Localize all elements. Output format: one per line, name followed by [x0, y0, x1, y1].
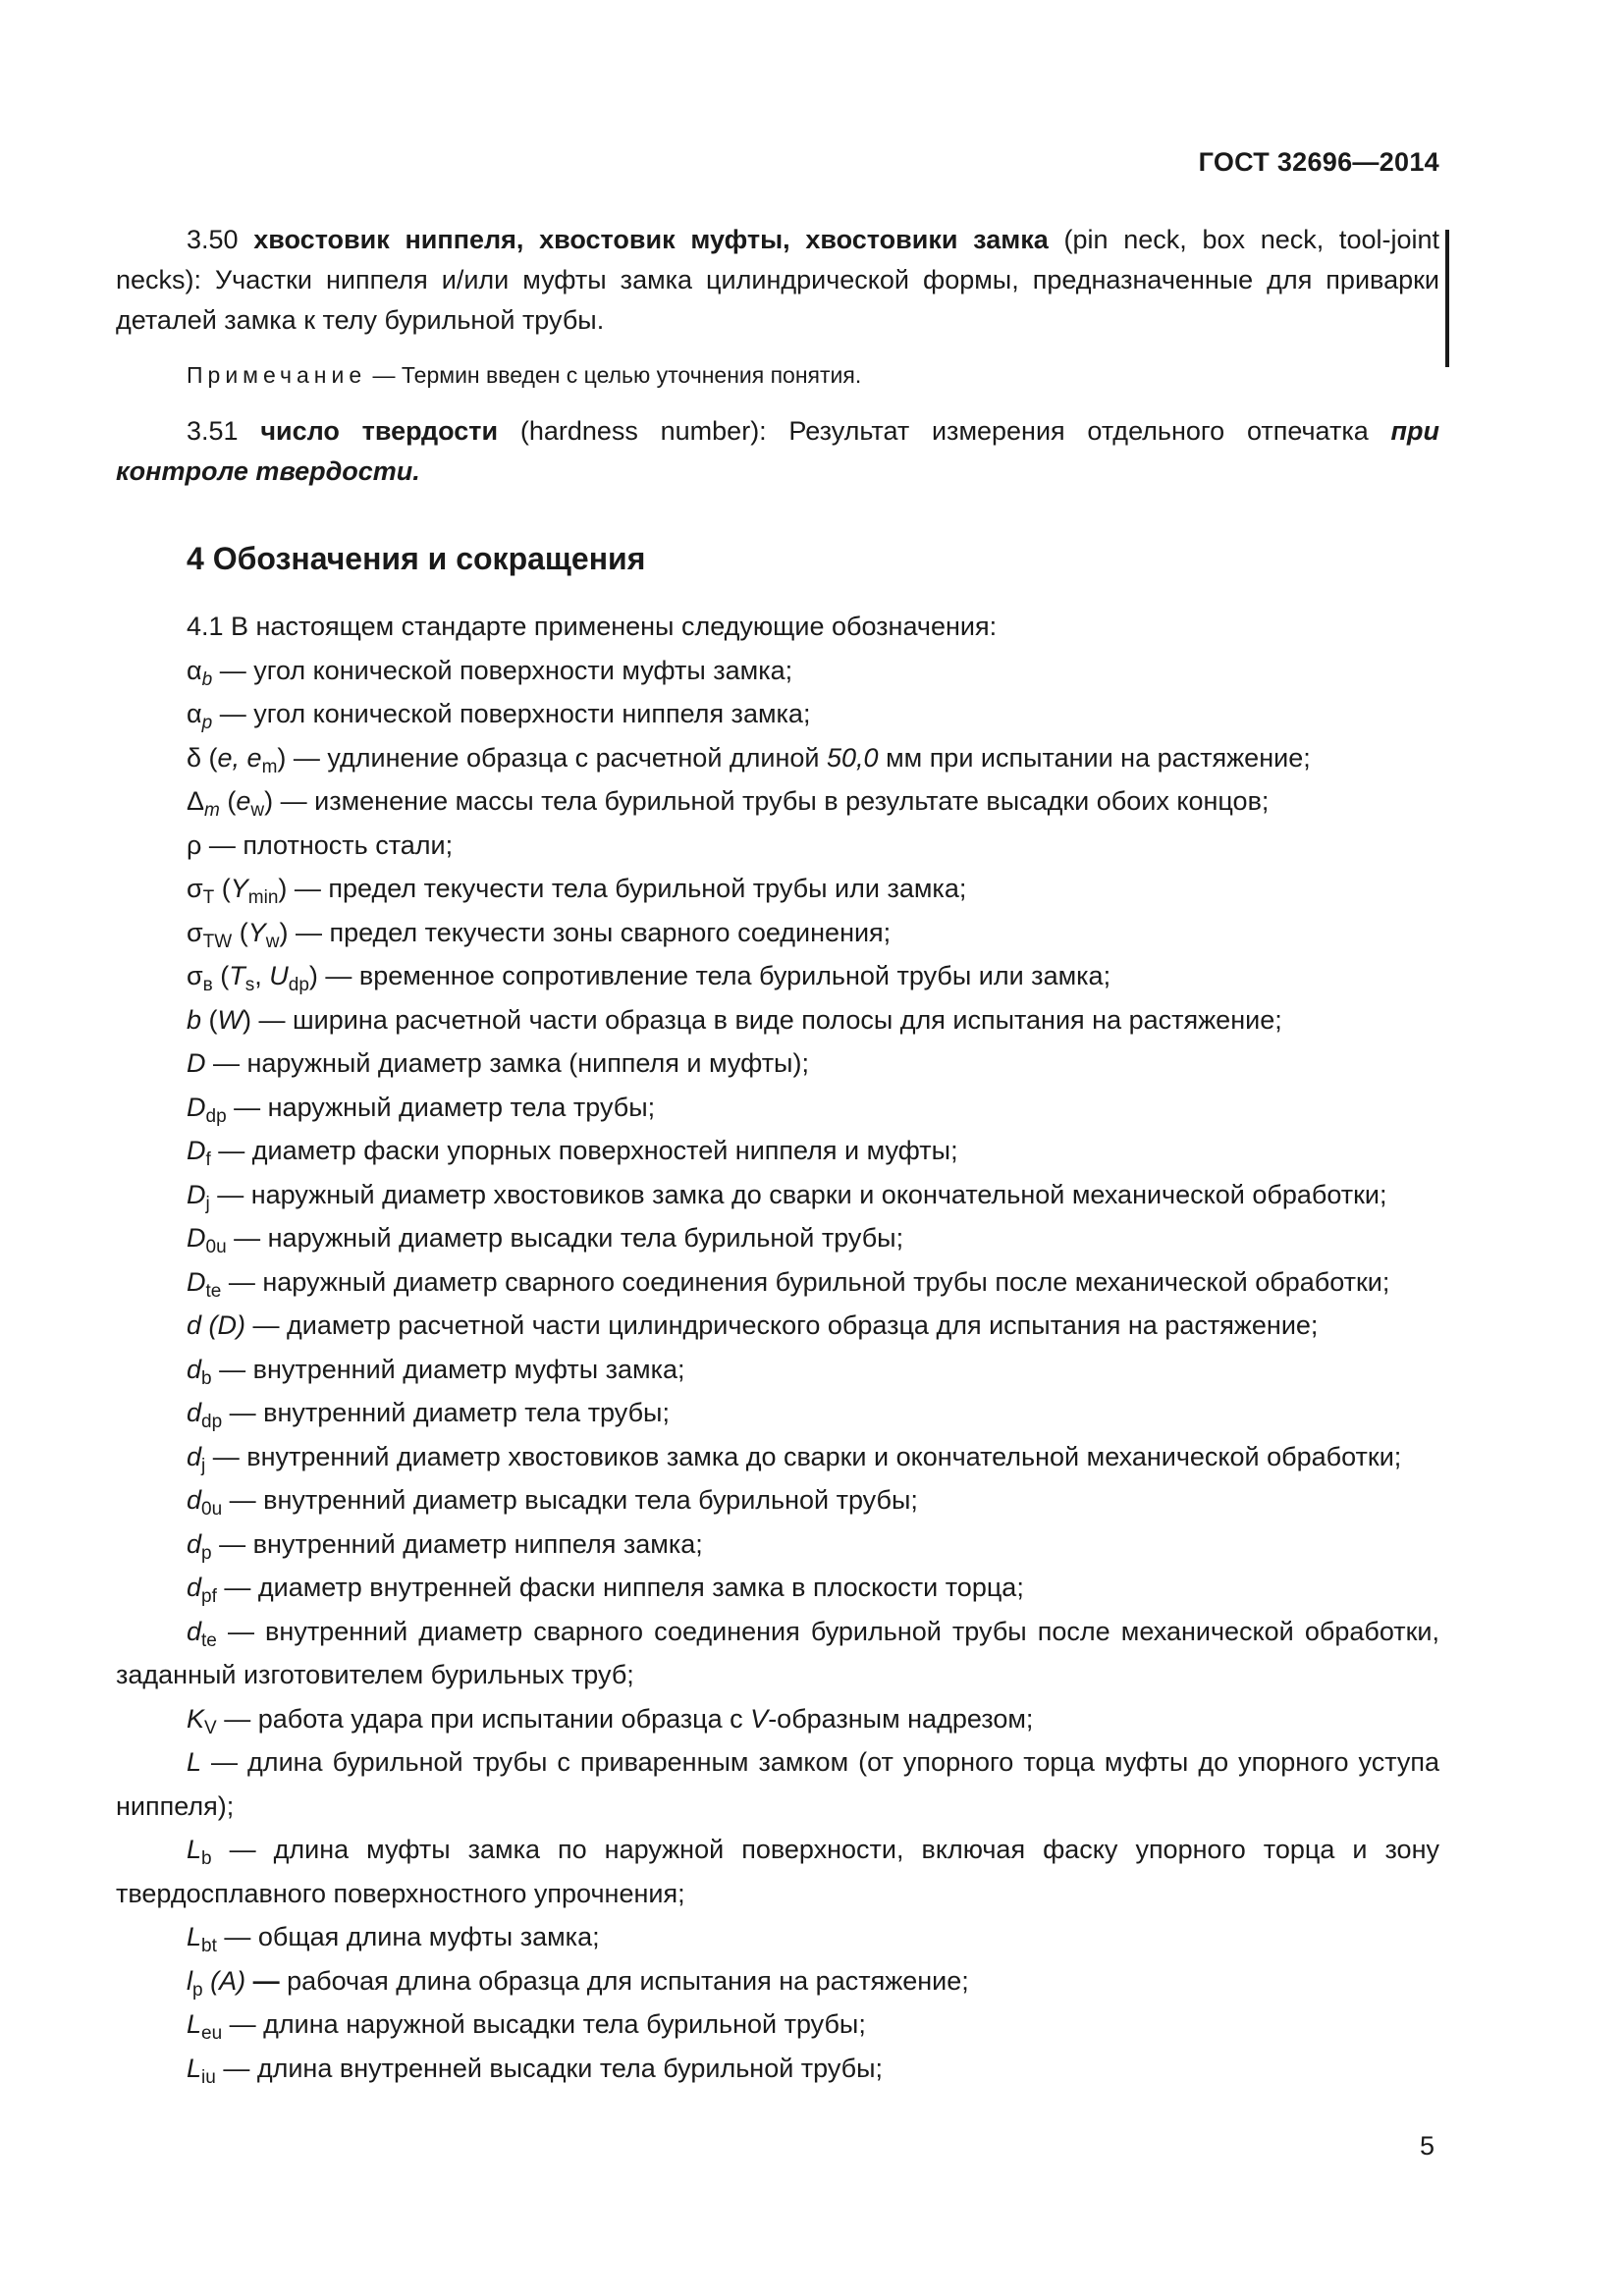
list-intro: 4.1 В настоящем стандарте применены следующие обозначения: — [187, 612, 998, 641]
document-id: ГОСТ 32696—2014 — [1198, 147, 1439, 177]
clause-3-51 — [116, 411, 1439, 492]
clause-text: (hardness number): Результат измерения отдельного отпечатка — [498, 416, 1391, 446]
clause-emphasis: при контроле твердости. — [116, 416, 1439, 486]
note-label: Примечание — [187, 362, 367, 388]
note — [116, 360, 1439, 390]
clause-number: 3.51 — [187, 416, 239, 446]
symbol-l-p: $l_p$ (A) — рабочая длина образца для испытания на растяжение; — [187, 1965, 969, 2001]
symbol-L-eu: $L_{eu}$ — длина наружной высадки тела бурильной трубы; — [187, 2009, 866, 2044]
symbol-d-b: $d_b$ — внутренний диаметр муфты замка; — [187, 1354, 685, 1389]
clause-number: 3.50 — [187, 225, 239, 254]
symbol-delta-m: $\Delta_m$ $(e_w)$ — изменение массы тела бурильной трубы в результате высадки обоих концов; — [187, 786, 1270, 821]
note-text: — Термин введен с целью уточнения понятия. — [366, 362, 862, 388]
symbol-alpha-b: $\alpha_b$ — угол конической поверхности муфты замка; — [187, 655, 793, 690]
change-bar — [1445, 230, 1449, 367]
symbol-b: b (W) — ширина расчетной части образца в виде полосы для испытания на растяжение; — [187, 1004, 1282, 1035]
symbol-D: D — наружный диаметр замка (ниппеля и муфты); — [187, 1048, 809, 1078]
symbol-d-p: $d_p$ — внутренний диаметр ниппеля замка; — [187, 1528, 703, 1564]
symbol-sigma-tw: $\sigma_{TW}$ $(Y_w)$ — предел текучести зоны сварного соединения; — [187, 917, 892, 952]
symbol-L: L — длина бурильной трубы с приваренным замком (от упорного торца муфты до упорного уступа ниппеля); — [116, 1747, 1439, 1821]
symbol-D-dp: $D_{dp}$ — наружный диаметр тела трубы; — [187, 1092, 656, 1127]
symbol-sigma-v: $\sigma_в$ ($T_s$, $U_{dp}$) — временное сопротивление тела бурильной трубы или замка; — [187, 961, 1111, 995]
symbol-rho: ρ — плотность стали; — [187, 829, 454, 860]
page-number: 5 — [1420, 2131, 1435, 2161]
symbol-delta: δ (e, $e_m$) — удлинение образца с расчетной длиной 50,0 мм при испытании на растяжение; — [187, 742, 1311, 777]
symbol-d: d (D) — диаметр расчетной части цилиндрического образца для испытания на растяжение; — [187, 1310, 1319, 1340]
symbol-d-pf: $d_{pf}$ — диаметр внутренней фаски ниппеля замка в плоскости торца; — [187, 1573, 1024, 1607]
symbol-d-j: $d_j$ — внутренний диаметр хвостовиков замка до сварки и окончательной механической обработки; — [187, 1441, 1402, 1476]
clause-3-50 — [116, 220, 1439, 341]
symbol-alpha-p: $\alpha_p$ — угол конической поверхности ниппеля замка; — [187, 699, 811, 733]
term-bold: число твердости — [260, 416, 499, 446]
section-heading: 4 Обозначения и сокращения — [187, 541, 646, 576]
symbol-d-te: $d_{te}$ — внутренний диаметр сварного соединения бурильной трубы после механической обработки, заданный изготовителем бурильных труб; — [116, 1616, 1439, 1689]
term-bold: хвостовик ниппеля, хвостовик муфты, хвостовики замка — [253, 225, 1049, 254]
symbol-L-b: $L_b$ — длина муфты замка по наружной поверхности, включая фаску упорного торца и зону твердосплавного поверхностного упрочнения; — [116, 1835, 1439, 1908]
symbol-D-j: $D_j$ — наружный диаметр хвостовиков замка до сварки и окончательной механической обработки; — [187, 1179, 1387, 1214]
symbol-D-f: $D_f$ — диаметр фаски упорных поверхностей ниппеля и муфты; — [187, 1136, 958, 1170]
symbol-K-V: $K_V$ — работа удара при испытании образца с V-образным надрезом; — [187, 1703, 1034, 1738]
page-body — [116, 220, 1439, 2090]
symbol-d-0u: $d_{0u}$ — внутренний диаметр высадки тела бурильной трубы; — [187, 1485, 918, 1520]
symbol-L-iu: $L_{iu}$ — длина внутренней высадки тела бурильной трубы; — [187, 2053, 884, 2088]
symbol-d-dp: $d_{dp}$ — внутренний диаметр тела трубы; — [187, 1398, 670, 1432]
symbol-L-bt: $L_{bt}$ — общая длина муфты замка; — [187, 1922, 600, 1956]
clause-text: (pin neck, box neck, tool-joint necks): Участки ниппеля и/или муфты замка цилиндрической формы, предназначенные для приварки деталей замка к телу бурильной трубы. — [116, 225, 1439, 335]
symbol-sigma-t: $\sigma_T$ $(Y_{min})$ — предел текучести тела бурильной трубы или замка; — [187, 874, 967, 908]
symbol-D-te: $D_{te}$ — наружный диаметр сварного соединения бурильной трубы после механической обработки; — [187, 1266, 1390, 1302]
symbol-D-0u: $D_{0u}$ — наружный диаметр высадки тела бурильной трубы; — [187, 1223, 904, 1257]
